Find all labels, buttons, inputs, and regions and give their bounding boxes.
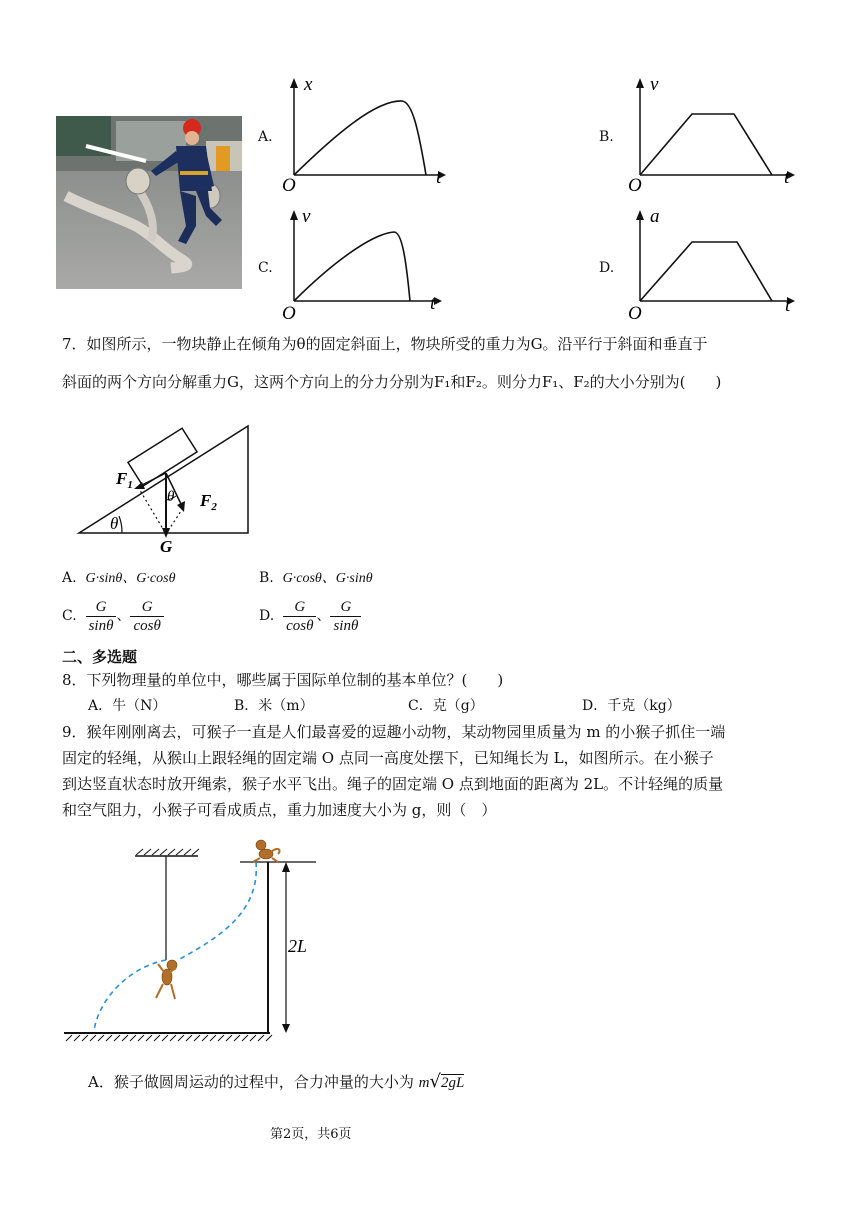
graph-a-y-label: x	[304, 74, 313, 95]
q6-option-d-letter: D.	[599, 260, 615, 276]
q7-option-d: D. $\frac{G}{\cos\theta}$ 、 $\frac{G}{\sin\theta}$	[259, 594, 361, 638]
q7-stem-line1: 7．如图所示，一物块静止在倾角为θ的固定斜面上，物块所受的重力为G。沿平行于斜面和垂直于	[62, 335, 708, 353]
q7-option-a: A. G·sinθ、G·cosθ	[62, 570, 176, 586]
g-label: G	[160, 537, 173, 555]
q9-stem-line2: 固定的轻绳，从猴山上跟轻绳的固定端 O 点同一高度处摆下，已知绳长为 L，如图所示。在小猴子	[62, 749, 714, 767]
q8-option-c: C．克（g）	[408, 698, 484, 714]
graph-c-x-label: t	[430, 293, 436, 314]
q9-stem-line4: 和空气阻力，小猴子可看成质点，重力加速度大小为 g，则（ ）	[62, 801, 497, 819]
q7-option-c: C. $\frac{G}{\sin\theta}$ 、 $\frac{G}{\cos\theta}$	[62, 594, 164, 638]
height-2l-label: 2L	[288, 936, 308, 956]
theta-bottom-label: θ	[110, 514, 119, 533]
theta-top-label: θ	[167, 489, 175, 505]
svg-text:F1: $F_1$	[116, 469, 133, 491]
page-number-footer: 第2页，共6页	[270, 1127, 352, 1142]
graph-b-x-label: t	[784, 167, 790, 188]
graph-d-origin: O	[628, 303, 642, 324]
firefighter-photo	[56, 116, 242, 289]
q9-stem-line3: 到达竖直状态时放开绳索，猴子水平飞出。绳子的固定端 O 点到地面的距离为 2L。不计轻绳的质量	[62, 775, 724, 793]
q6-option-b-letter: B.	[599, 129, 614, 145]
monkey-swing-diagram	[60, 832, 330, 1050]
graph-a-x-t	[276, 72, 456, 194]
graph-d-a-t	[622, 204, 802, 324]
q7-option-b: B. G·cosθ、G·sinθ	[259, 570, 373, 586]
svg-text:F2: $F_2$	[200, 491, 217, 513]
monkey-top-icon	[253, 840, 280, 862]
q8-option-b: B．米（m）	[234, 698, 314, 714]
monkey-bottom-icon	[156, 960, 177, 999]
graph-c-origin: O	[282, 303, 296, 324]
graph-b-y-label: v	[650, 74, 659, 95]
graph-b-origin: O	[628, 175, 642, 194]
graph-a-x-label: t	[436, 167, 442, 188]
q8-option-d: D．千克（kg）	[582, 698, 681, 714]
q9-option-a: A．猴子做圆周运动的过程中，合力冲量的大小为 m√2gL	[88, 1071, 465, 1092]
q6-option-c-letter: C.	[258, 260, 273, 276]
q8-option-a: A．牛（N）	[88, 698, 167, 714]
graph-c-v-t	[276, 204, 456, 324]
incline-force-diagram	[70, 420, 260, 555]
q9-stem-line1: 9．猴年刚刚离去，可猴子一直是人们最喜爱的逗趣小动物，某动物园里质量为 m 的小猴子抓住一端	[62, 723, 726, 741]
q6-option-a-letter: A.	[258, 129, 273, 145]
graph-b-v-t	[622, 72, 802, 194]
graph-d-y-label: a	[650, 206, 660, 227]
graph-c-y-label: v	[302, 206, 311, 227]
graph-d-x-label: t	[785, 295, 791, 316]
q8-stem: 8．下列物理量的单位中，哪些属于国际单位制的基本单位？( )	[62, 671, 504, 689]
graph-a-origin: O	[282, 175, 296, 194]
section-title-multi-choice: 二、多选题	[62, 648, 138, 666]
q7-stem-line2: 斜面的两个方向分解重力G，这两个方向上的分力分别为F₁和F₂。则分力F₁、F₂的大小分别为( )	[62, 373, 722, 391]
